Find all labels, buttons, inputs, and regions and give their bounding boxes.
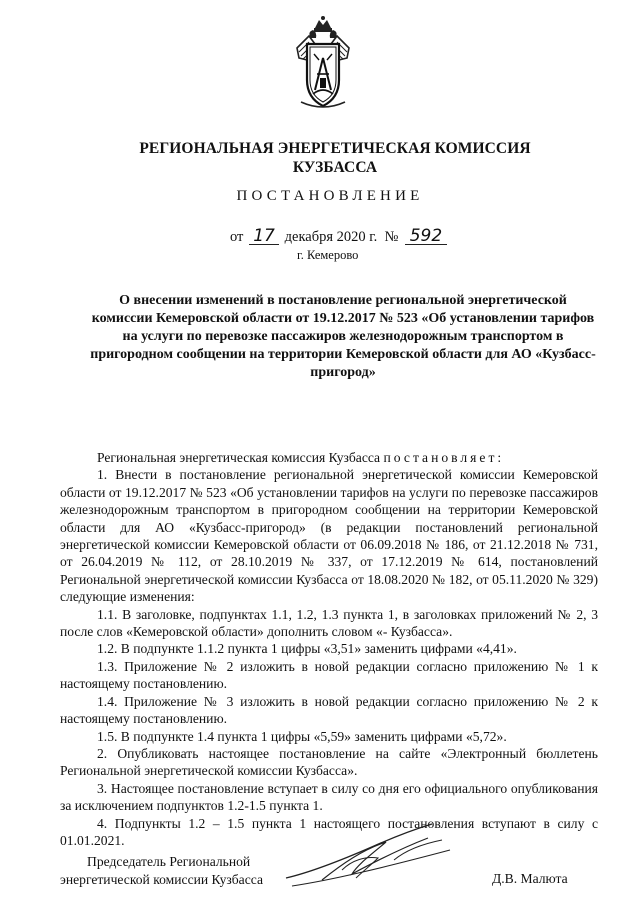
date-prefix: от <box>230 229 244 245</box>
org-line-2: КУЗБАССА <box>292 159 378 176</box>
date-month-year: декабря 2020 г. <box>284 229 378 245</box>
document-title: О внесении изменений в постановление региональной энергетической комиссии Кемеровской области от 19.12.2017 № 523 «Об установлении тарифов на услуги по перевозке пассажиров железнодорожным транспортом в пригородном сообщении на территории Кемеровской области для АО «Кузбасс-пригород» <box>90 293 596 380</box>
city: г. Кемерово <box>297 248 359 262</box>
paragraph-1-2: 1.2. В подпункте 1.1.2 пункта 1 цифры «3,51» заменить цифрами «4,41». <box>97 641 517 657</box>
paragraph-3: 3. Настоящее постановление вступает в силу со дня его официального опубликования за исключением подпунктов 1.2-1.5 пункта 1. <box>60 780 598 814</box>
number-sign: № <box>384 229 399 245</box>
paragraph-1-3: 1.3. Приложение № 2 изложить в новой редакции согласно приложению № 1 к настоящему постановлению. <box>60 658 598 692</box>
org-line-1: РЕГИОНАЛЬНАЯ ЭНЕРГЕТИЧЕСКАЯ КОМИССИЯ <box>139 140 531 157</box>
paragraph-1-5: 1.5. В подпункте 1.4 пункта 1 цифры «5,59» заменить цифрами «5,72». <box>97 728 507 744</box>
document-type: ПОСТАНОВЛЕНИЕ <box>236 188 424 204</box>
paragraph-2: 2. Опубликовать настоящее постановление на сайте «Электронный бюллетень Региональной энергетической комиссии Кузбасса». <box>60 745 598 779</box>
handwritten-signature <box>282 820 462 890</box>
intro-verb: постановляет: <box>383 450 505 465</box>
date-line <box>230 228 447 246</box>
paragraph-1-1: 1.1. В заголовке, подпунктах 1.1, 1.2, 1.3 пункта 1, в заголовках приложений № 2, 3 после слов «Кемеровской области» дополнить словом «- Кузбасса». <box>60 606 598 640</box>
document-body <box>60 449 598 849</box>
intro-paragraph <box>60 449 598 466</box>
position-line-1: Председатель Региональной <box>87 854 251 869</box>
paragraph-4: 4. Подпункты 1.2 – 1.5 пункта 1 настоящего постановления вступают в силу с 01.01.2021. <box>60 815 598 848</box>
paragraph-1: 1. Внести в постановление региональной энергетической комиссии Кемеровской области от 19.12.2017 № 523 «Об установлении тарифов на услуги по перевозке пассажиров железнодорожным транспортом в пригородном сообщении на территории Кемеровской области для АО «Кузбасс-пригород» (в редакции постановлений региональной энергетической комиссии Кемеровской области от 06.09.2018 № 186, от 21.12.2018 № 731, от 26.04.2019 № 112, от 28.10.2019 № 337, от 17.12.2019 № 614, постановлений Региональной энергетической комиссии Кузбасса от 18.08.2020 № 182, от 05.11.2020 № 329) следующие изменения: <box>60 467 598 605</box>
paragraph-1-4: 1.4. Приложение № 3 изложить в новой редакции согласно приложению № 2 к настоящему постановлению. <box>60 693 598 727</box>
position-line-2: энергетической комиссии Кузбасса <box>60 871 263 887</box>
coat-of-arms-emblem <box>293 14 353 112</box>
signatory-name: Д.В. Малюта <box>492 871 568 886</box>
document-number-handwritten: 592 <box>405 228 447 245</box>
signatory-position <box>60 853 263 888</box>
intro-text: Региональная энергетическая комиссия Кузбасса <box>97 450 381 465</box>
organization-name <box>0 139 640 177</box>
date-day-handwritten: 17 <box>249 228 279 245</box>
